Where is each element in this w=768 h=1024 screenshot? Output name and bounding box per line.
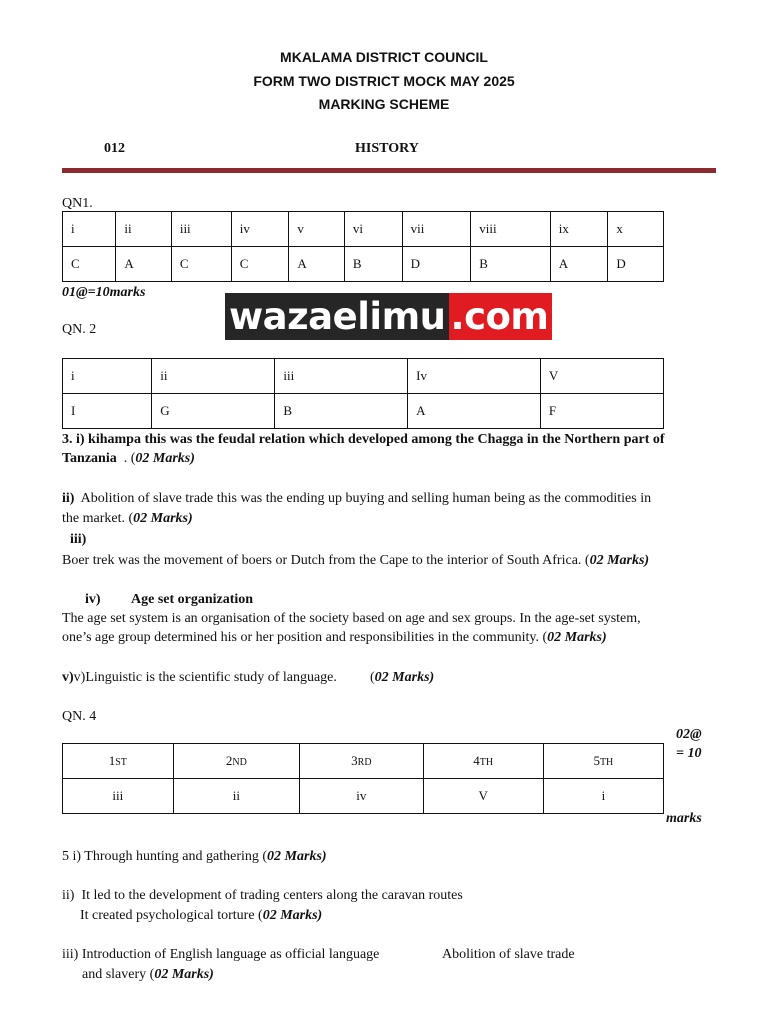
q3-iv-title: Age set organization: [131, 592, 254, 607]
q4-answer-cell: ii: [173, 779, 300, 814]
q3-iv-label: iv): [85, 592, 101, 607]
q5-iii-line1: iii) Introduction of English language as official language: [62, 947, 380, 962]
q5-iii-text2: and slavery (: [82, 967, 155, 982]
q1-answer-cell: A: [116, 247, 172, 282]
q1-answer-cell: C: [63, 247, 116, 282]
q3-iv-line1: The age set system is an organisation of the society based on age and sex groups. In the age-set system,: [62, 611, 641, 626]
q4-answer-cell: i: [543, 779, 663, 814]
q2-answer-cell: G: [152, 394, 275, 429]
q1-answer-cell: B: [344, 247, 402, 282]
q2-header-cell: V: [540, 359, 663, 394]
council-title: MKALAMA DISTRICT COUNCIL: [280, 49, 488, 65]
q1-table: [62, 211, 664, 282]
q1-header-cell: v: [289, 212, 345, 247]
q3-iii-line: [62, 551, 649, 570]
q5-iii-line2: [82, 965, 214, 984]
scheme-title: MARKING SCHEME: [318, 96, 450, 112]
q3-ii-line1: [62, 489, 651, 508]
q4-header-cell: 2ND: [173, 744, 300, 779]
q3-iv-text2: one’s age group determined his or her position and responsibilities in the community. (: [62, 630, 548, 645]
q3-ii-text: Abolition of slave trade this was the ending up buying and selling human being as the commodities in: [74, 491, 652, 506]
q1-answer-cell: A: [550, 247, 608, 282]
q3-iii-marks: 02 Marks): [589, 553, 650, 568]
q3-v-marks: 02 Marks): [374, 670, 435, 685]
q4-answer-cell: V: [423, 779, 543, 814]
exam-title: FORM TWO DISTRICT MOCK MAY 2025: [253, 73, 515, 89]
q1-header-cell: x: [608, 212, 664, 247]
q1-answer-cell: D: [402, 247, 471, 282]
q2-answer-row: [63, 394, 664, 429]
q2-header-cell: Iv: [408, 359, 541, 394]
q5-ii-text2: It created psychological torture (: [80, 908, 263, 923]
q2-header-cell: ii: [152, 359, 275, 394]
q1-answer-row: [63, 247, 664, 282]
logo-part-dark: wazaelimu: [225, 293, 449, 340]
q5-ii-line2: [80, 906, 322, 925]
q1-header-cell: vii: [402, 212, 471, 247]
subject-code: 012: [104, 141, 125, 156]
q1-header-cell: iii: [171, 212, 231, 247]
q1-answer-cell: D: [608, 247, 664, 282]
q3-i-marks: 02 Marks): [135, 451, 195, 466]
q3-iii-label: iii): [70, 532, 87, 547]
q2-answer-cell: F: [540, 394, 663, 429]
q5-i-line: [62, 847, 327, 866]
q5-ii-line1: ii) It led to the development of trading centers along the caravan routes: [62, 888, 463, 903]
q3-i-paren: . (: [116, 451, 136, 466]
q3-iii-text: Boer trek was the movement of boers or Dutch from the Cape to the interior of South Africa. (: [62, 553, 590, 568]
q3-i-word: Tanzania: [62, 451, 117, 466]
q3-ii-text2: the market. (: [62, 511, 134, 526]
q3-ii-label: ii): [62, 491, 75, 506]
q2-label: QN. 2: [62, 322, 97, 337]
q2-answer-cell: B: [275, 394, 408, 429]
q1-header-cell: viii: [471, 212, 551, 247]
wazaelimu-logo: [225, 293, 548, 340]
q3-i-line1: 3. i) kihampa this was the feudal relation which developed among the Chagga in the Northern part of: [62, 432, 665, 447]
q4-marks-a: 02@: [676, 727, 702, 742]
q4-header-cell: 1ST: [63, 744, 174, 779]
q4-header-row: [63, 744, 664, 779]
q5-i-text: 5 i) Through hunting and gathering (: [62, 849, 268, 864]
q1-header-cell: ix: [550, 212, 608, 247]
q4-header-cell: 3RD: [300, 744, 423, 779]
q1-answer-cell: C: [231, 247, 289, 282]
q1-answer-cell: A: [289, 247, 345, 282]
q2-answer-cell: I: [63, 394, 152, 429]
q1-header-cell: i: [63, 212, 116, 247]
q3-v-prefix: v): [62, 670, 74, 685]
q3-ii-line2: [62, 509, 193, 528]
q1-answer-cell: C: [171, 247, 231, 282]
q3-v-marks-line: [370, 668, 434, 687]
q1-marks: 01@=10marks: [62, 285, 146, 300]
q4-answer-cell: iii: [63, 779, 174, 814]
q5-ii-marks: 02 Marks): [262, 908, 323, 923]
q3-i-line2: [62, 449, 195, 468]
q4-marks-b: = 10: [676, 746, 702, 761]
q1-label: QN1.: [62, 196, 93, 211]
q3-v-text: v)Linguistic is the scientific study of language.: [73, 670, 337, 685]
q3-iv-line2: [62, 628, 607, 647]
q2-header-cell: iii: [275, 359, 408, 394]
q4-label: QN. 4: [62, 709, 97, 724]
q3-v-open: (: [370, 670, 375, 685]
q4-header-cell: 5TH: [543, 744, 663, 779]
q2-table: [62, 358, 664, 429]
q1-header-row: [63, 212, 664, 247]
q5-i-marks: 02 Marks): [267, 849, 327, 864]
q4-answer-cell: iv: [300, 779, 423, 814]
q4-table: [62, 743, 664, 814]
q5-iii-marks: 02 Marks): [154, 967, 214, 982]
q1-header-cell: vi: [344, 212, 402, 247]
q5-iii-extra: Abolition of slave trade: [442, 947, 575, 962]
header-divider: [62, 168, 716, 173]
q2-answer-cell: A: [408, 394, 541, 429]
subject-name: HISTORY: [355, 141, 419, 156]
logo-part-red: .com: [449, 293, 553, 340]
q4-header-cell: 4TH: [423, 744, 543, 779]
q3-iv-marks: 02 Marks): [547, 630, 607, 645]
q4-answer-row: [63, 779, 664, 814]
q1-header-cell: ii: [116, 212, 172, 247]
q2-header-row: [63, 359, 664, 394]
q3-v-line: [62, 668, 337, 687]
q1-header-cell: iv: [231, 212, 289, 247]
q4-marks-c: marks: [666, 811, 702, 826]
q3-ii-marks: 02 Marks): [133, 511, 193, 526]
q1-answer-cell: B: [471, 247, 551, 282]
q2-header-cell: i: [63, 359, 152, 394]
